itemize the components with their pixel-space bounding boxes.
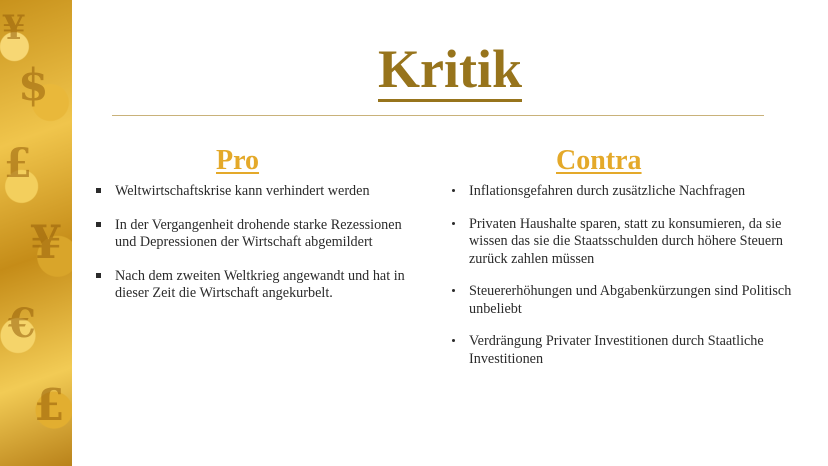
pro-list-item: In der Vergangenheit drohende starke Rezessionen und Depressionen der Wirtschaft abgemildert — [96, 217, 418, 252]
pro-list-item: Weltwirtschaftskrise kann verhindert werden — [96, 183, 418, 201]
slide-title — [72, 38, 828, 100]
slide-title-text: Kritik — [378, 39, 522, 102]
contra-list — [450, 183, 795, 383]
yen-sign-icon: ¥ — [30, 215, 63, 269]
pound-sign-icon: £ — [34, 380, 65, 431]
pound-sign-icon: £ — [4, 140, 32, 187]
dollar-sign-icon: $ — [18, 60, 49, 111]
contra-list-item: Privaten Haushalte sparen, statt zu konsumieren, da sie wissen das sie die Staatsschulden durch höhere Steuern zurück zahlen müssen — [450, 216, 795, 269]
euro-sign-icon: € — [8, 300, 36, 347]
title-divider — [112, 115, 764, 116]
pro-list — [96, 183, 418, 319]
pro-heading: Pro — [216, 145, 260, 176]
contra-list-item: Verdrängung Privater Investitionen durch Staatliche Investitionen — [450, 333, 795, 368]
gold-currency-pattern-band — [0, 0, 72, 466]
contra-heading: Contra — [556, 145, 642, 176]
yen-sign-icon: ¥ — [2, 8, 26, 48]
contra-list-item: Inflationsgefahren durch zusätzliche Nachfragen — [450, 183, 795, 201]
contra-list-item: Steuererhöhungen und Abgabenkürzungen sind Politisch unbeliebt — [450, 283, 795, 318]
pro-list-item: Nach dem zweiten Weltkrieg angewandt und hat in dieser Zeit die Wirtschaft angekurbelt. — [96, 268, 418, 303]
